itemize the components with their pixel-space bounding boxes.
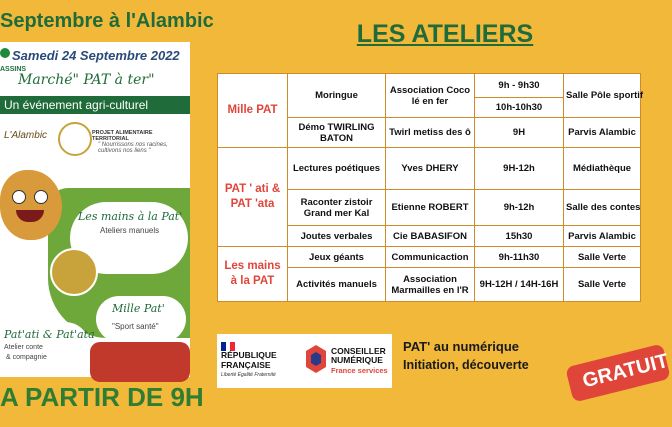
place-cell: Parvis Alambic <box>564 118 641 148</box>
poster-brand: ASSINS <box>0 66 27 73</box>
category-cell: Les mains à la PAT <box>218 247 288 302</box>
poster-millepat: Mille Pat' <box>112 302 165 315</box>
poster-start-time: A PARTIR DE 9H <box>0 382 204 412</box>
ateliers-badge-icon <box>50 248 98 296</box>
activity-cell: Moringue <box>288 74 386 118</box>
poster-title: Septembre à l'Alambic <box>0 10 214 32</box>
republique-francaise: RÉPUBLIQUE FRANÇAISE <box>221 350 277 370</box>
activity-cell: Lectures poétiques <box>288 148 386 190</box>
poster-marche-title: Marché" PAT à ter" <box>18 72 155 88</box>
table-row <box>218 148 641 190</box>
poster-projet: PROJET ALIMENTAIRE TERRITORIAL <box>92 130 153 142</box>
potato-mascot-icon <box>0 170 62 240</box>
conseiller-numerique: CONSEILLER NUMÉRIQUE <box>331 346 386 365</box>
poster-conte: Atelier conte <box>4 344 43 351</box>
by-cell: Twirl metiss des ô <box>386 118 475 148</box>
ateliers-table <box>217 73 644 302</box>
poster-side-line: des femmes <box>0 262 39 269</box>
activity-cell: Raconter zistoir Grand mer Kal <box>288 190 386 226</box>
category-cell: PAT ' ati & PAT 'ata <box>218 148 288 247</box>
by-cell: Association Marmailles en l'R <box>386 268 475 302</box>
poster-quote: " Nourrissons nos racines, cultivons nos liens " <box>98 142 168 154</box>
activity-cell: Activités manuels <box>288 268 386 302</box>
place-cell: Salle des contes <box>564 190 641 226</box>
poster-alambic: L'Alambic <box>4 130 48 141</box>
category-cell: Mille PAT <box>218 74 288 148</box>
poster-sport: "Sport santé" <box>112 322 159 331</box>
devise: Liberté Égalité Fraternité <box>221 372 276 378</box>
by-cell: Association Coco lé en fer <box>386 74 475 118</box>
time-cell: 9H-12H / 14H-16H <box>475 268 564 302</box>
brand-logo-icon <box>0 48 10 58</box>
poster-side-line: Festival <box>0 252 25 259</box>
poster-side-line: artisanales <box>0 242 34 249</box>
event-poster <box>0 42 190 377</box>
poster-date: Samedi 24 Septembre 2022 <box>12 48 180 63</box>
time-cell: 15h30 <box>475 226 564 247</box>
by-cell: Yves DHERY <box>386 148 475 190</box>
place-cell: Parvis Alambic <box>564 226 641 247</box>
time-cell: 10h-10h30 <box>475 98 564 118</box>
by-cell: Cie BABASIFON <box>386 226 475 247</box>
page-title: LES ATELIERS <box>356 20 534 48</box>
table-row <box>218 247 641 268</box>
numerique-subtitle: Initiation, découverte <box>403 358 529 372</box>
gov-logos <box>217 334 392 388</box>
numerique-title: PAT' au numérique <box>403 339 520 354</box>
french-flag-icon <box>221 338 235 347</box>
activity-cell: Jeux géants <box>288 247 386 268</box>
poster-band: Un événement agri-culturel <box>0 96 190 114</box>
place-cell: Médiathèque <box>564 148 641 190</box>
time-cell: 9H <box>475 118 564 148</box>
place-cell: Salle Verte <box>564 247 641 268</box>
time-cell: 9H-12h <box>475 148 564 190</box>
activity-cell: Joutes verbales <box>288 226 386 247</box>
by-cell: Communicaction <box>386 247 475 268</box>
conseiller-numerique-icon <box>305 344 327 374</box>
poster-patata: Pat'ati & Pat'ata <box>4 328 95 341</box>
time-cell: 9h-12h <box>475 190 564 226</box>
by-cell: Etienne ROBERT <box>386 190 475 226</box>
time-cell: 9h - 9h30 <box>475 74 564 98</box>
pat-seal-icon <box>58 122 92 156</box>
poster-mains: Les mains à la Pat' <box>78 210 183 223</box>
place-cell: Salle Pôle sportif <box>564 74 641 118</box>
gratuit-badge: GRATUIT <box>565 343 671 402</box>
time-cell: 9h-11h30 <box>475 247 564 268</box>
poster-ateliers-manuels: Ateliers manuels <box>100 226 160 235</box>
activity-cell: Démo TWIRLING BATON <box>288 118 386 148</box>
france-services: France services <box>331 366 388 375</box>
fruit-decoration <box>90 342 190 382</box>
table-row <box>218 74 641 98</box>
place-cell: Salle Verte <box>564 268 641 302</box>
poster-compagnie: & compagnie <box>6 354 47 361</box>
